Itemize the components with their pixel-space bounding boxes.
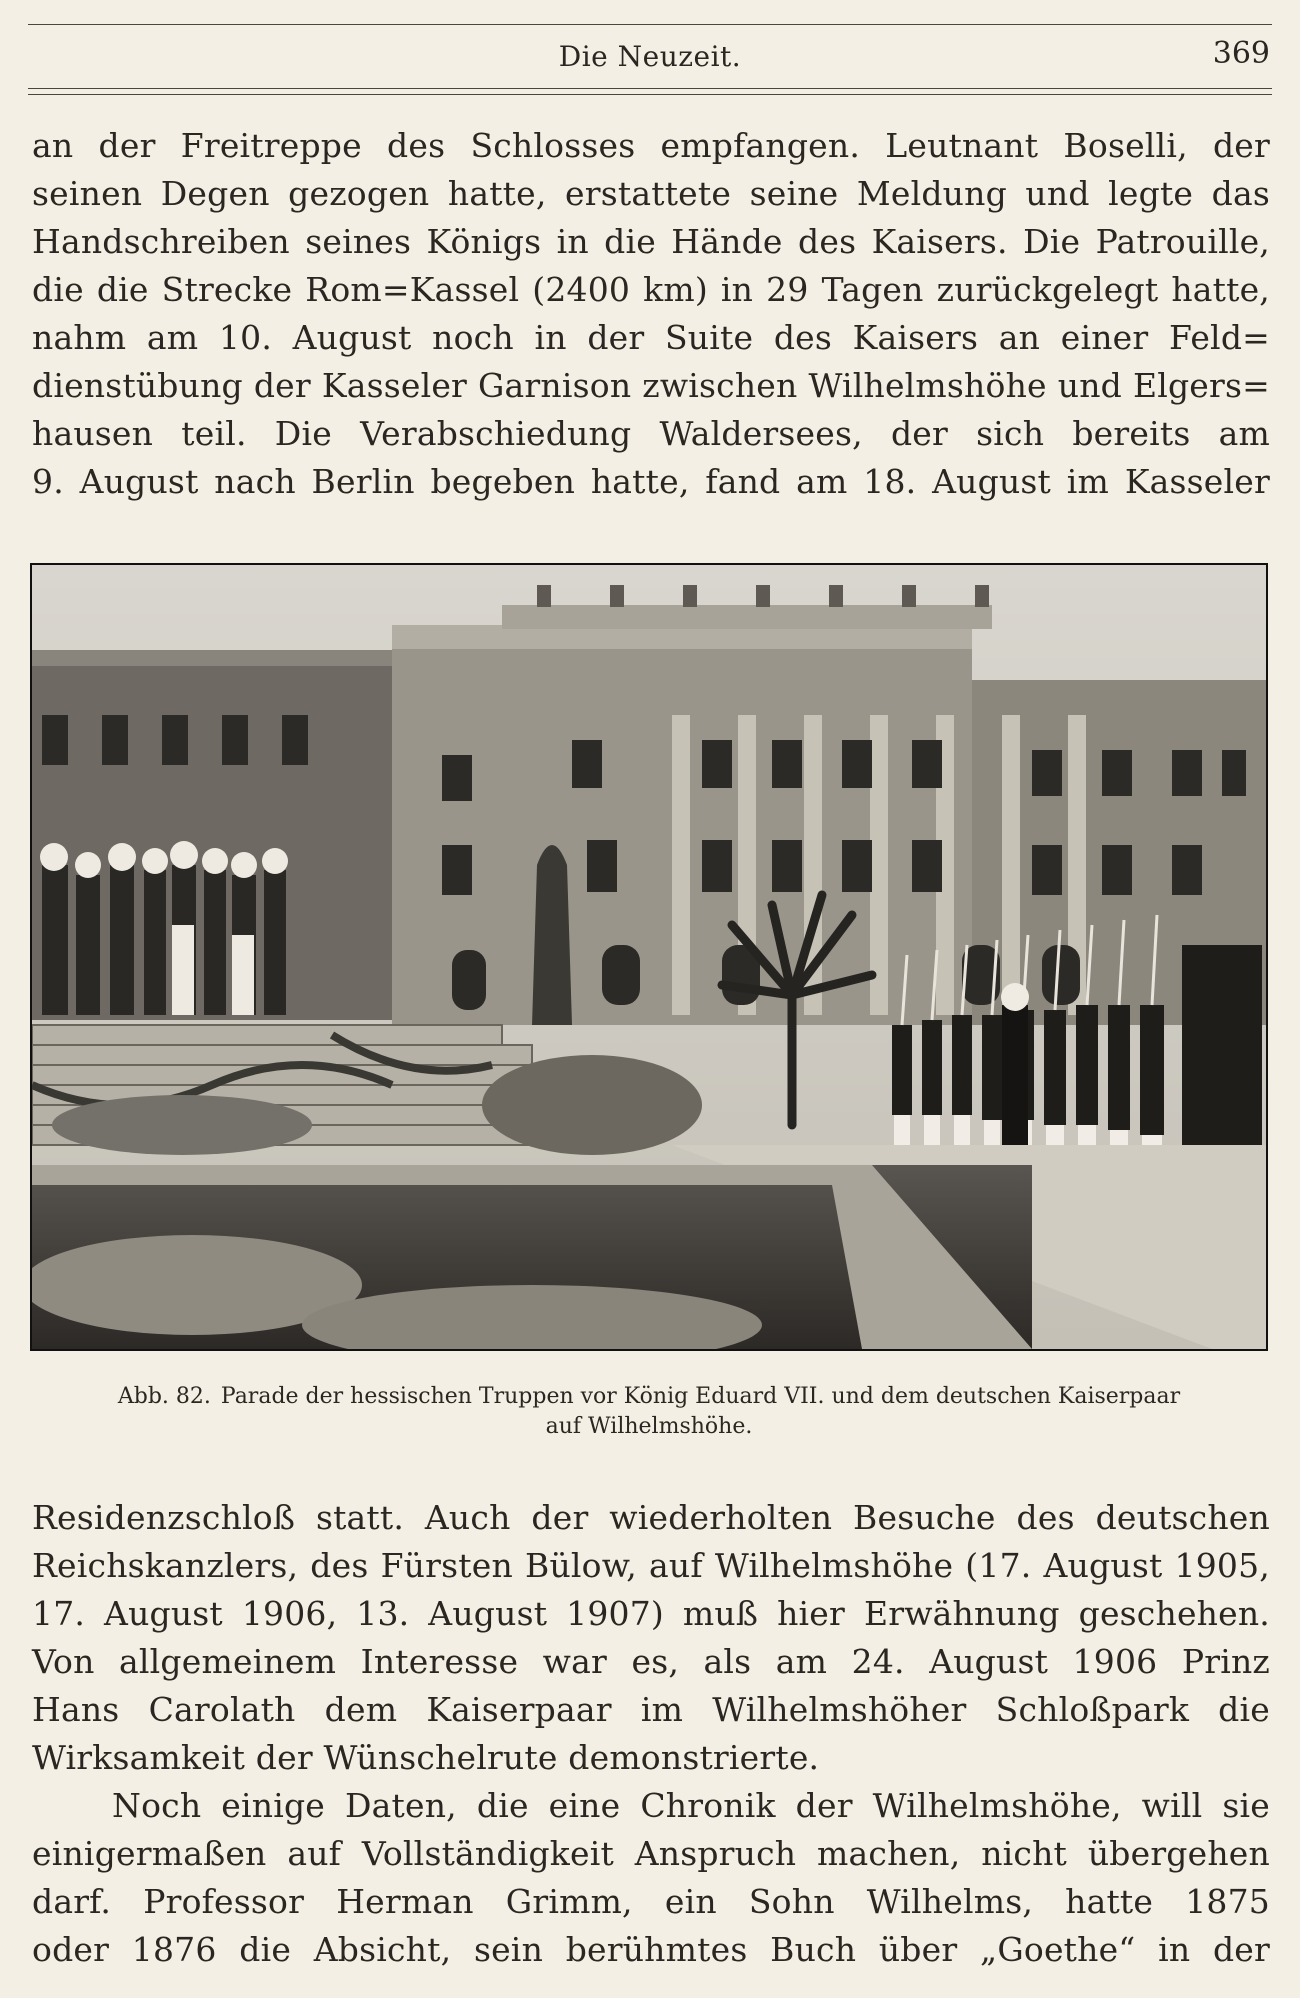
paragraph-top [32,122,1270,506]
text-line: einigermaßen auf Vollständigkeit Anspruch machen, nicht übergehen [32,1834,1270,1873]
running-title: Die Neuzeit. [558,40,742,73]
caption-line-2: auf Wilhelmshöhe. [545,1414,753,1439]
text-line: oder 1876 die Absicht, sein berühmtes Buch über „Goethe“ in der [32,1930,1270,1969]
text-line: 9. August nach Berlin begeben hatte, fand am 18. August im Kasseler [32,462,1270,501]
text-line: nahm am 10. August noch in der Suite des Kaisers an einer Feld= [32,318,1270,357]
text-line: Noch einige Daten, die eine Chronik der Wilhelmshöhe, will sie [112,1786,1270,1825]
paragraph-bottom [32,1494,1270,1782]
text-line: an der Freitreppe des Schlosses empfangen. Leutnant Boselli, der [32,126,1270,165]
text-line: 17. August 1906, 13. August 1907) muß hier Erwähnung geschehen. [32,1594,1270,1633]
header-rule-bottom [28,88,1272,89]
figure-number: Abb. 82. [117,1384,211,1409]
text-line: Residenzschloß statt. Auch der wiederholten Besuche des deutschen [32,1498,1270,1537]
header-rule-bottom-double [28,94,1272,95]
text-line: darf. Professor Herman Grimm, ein Sohn Wilhelms, hatte 1875 [32,1882,1270,1921]
text-line: dienstübung der Kasseler Garnison zwischen Wilhelmshöhe und Elgers= [32,366,1270,405]
caption-text: Parade der hessischen Truppen vor König Eduard VII. und dem deutschen Kaiserpaar [220,1384,1181,1409]
caption-line-1 [30,1382,1268,1412]
text-line: Von allgemeinem Interesse war es, als am 24. August 1906 Prinz [32,1642,1270,1681]
header-rule-top [28,24,1272,25]
text-line: Reichskanzlers, des Fürsten Bülow, auf Wilhelmshöhe (17. August 1905, [32,1546,1270,1585]
paragraph-next [32,1782,1270,1974]
text-line: Wirksamkeit der Wünschelrute demonstrierte. [32,1738,820,1777]
page-number: 369 [1212,36,1270,71]
text-line: seinen Degen gezogen hatte, erstattete seine Meldung und legte das [32,174,1270,213]
figure-caption [30,1382,1268,1442]
text-line: die die Strecke Rom=Kassel (2400 km) in 29 Tagen zurückgelegt hatte, [32,270,1270,309]
parade-photograph [30,563,1268,1351]
text-line: Hans Carolath dem Kaiserpaar im Wilhelmshöher Schloßpark die [32,1690,1270,1729]
text-line: Handschreiben seines Königs in die Hände des Kaisers. Die Patrouille, [32,222,1270,261]
text-line: hausen teil. Die Verabschiedung Waldersees, der sich bereits am [32,414,1270,453]
